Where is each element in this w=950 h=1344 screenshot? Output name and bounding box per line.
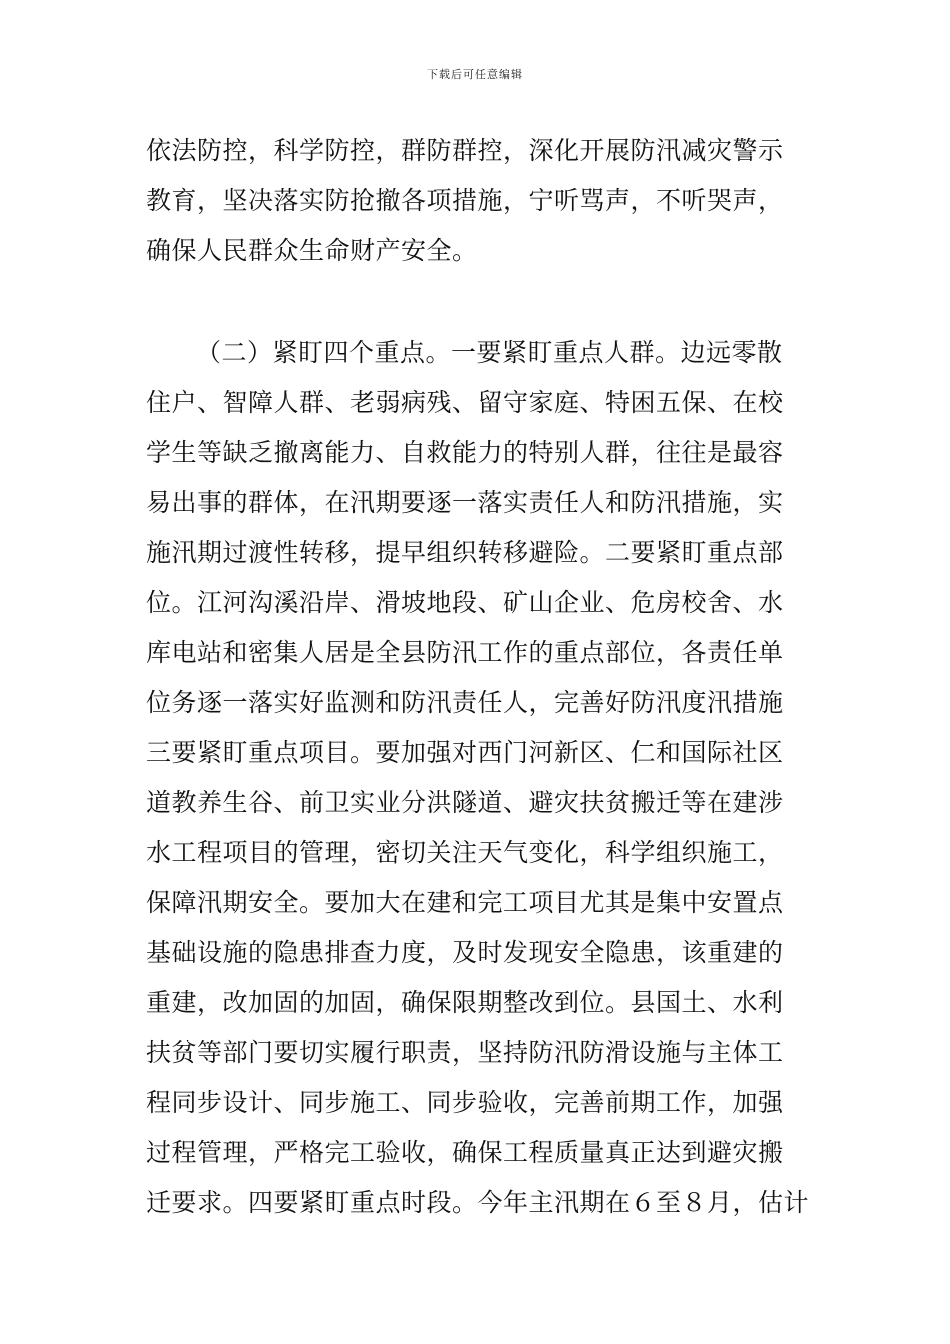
page-header-note: 下载后可任意编辑 (427, 68, 523, 81)
paragraph-four-priorities (146, 328, 809, 1228)
text-line: 重建，改加固的加固，确保限期整改到位。县国土、水利 (146, 988, 784, 1017)
text-line-first: （二）紧盯四个重点。一要紧盯重点人群。边远零散 (196, 338, 783, 367)
text-line: 扶贫等部门要切实履行职责，坚持防汛防滑设施与主体工 (146, 1038, 784, 1067)
text-line: 位。江河沟溪沿岸、滑坡地段、矿山企业、危房校舍、水 (146, 588, 784, 617)
text-line: 道教养生谷、前卫实业分洪隧道、避灾扶贫搬迁等在建涉 (146, 788, 784, 817)
text-line: 学生等缺乏撤离能力、自救能力的特别人群，往往是最容 (146, 438, 784, 467)
text-line: 程同步设计、同步施工、同步验收，完善前期工作，加强 (146, 1088, 784, 1117)
text-line: 保障汛期安全。要加大在建和完工项目尤其是集中安置点 (146, 888, 784, 917)
text-line: 位务逐一落实好监测和防汛责任人，完善好防汛度汛措施 (146, 688, 784, 717)
text-line: 三要紧盯重点项目。要加强对西门河新区、仁和国际社区 (146, 738, 784, 767)
text-line: 教育，坚决落实防抢撤各项措施，宁听骂声，不听哭声， (146, 186, 784, 215)
text-line: 施汛期过渡性转移，提早组织转移避险。二要紧盯重点部 (146, 538, 784, 567)
text-line: 易出事的群体，在汛期要逐一落实责任人和防汛措施，实 (146, 488, 784, 517)
text-line: 迁要求。四要紧盯重点时段。今年主汛期在６至８月，估计 (146, 1188, 810, 1217)
text-line: 确保人民群众生命财产安全。 (146, 236, 478, 265)
text-line: 住户、智障人群、老弱病残、留守家庭、特困五保、在校 (146, 388, 784, 417)
paragraph-continuation (146, 126, 784, 276)
text-line: 依法防控，科学防控，群防群控，深化开展防汛减灾警示 (146, 136, 784, 165)
text-line: 过程管理，严格完工验收，确保工程质量真正达到避灾搬 (146, 1138, 784, 1167)
text-line: 库电站和密集人居是全县防汛工作的重点部位，各责任单 (146, 638, 784, 667)
text-line: 水工程项目的管理，密切关注天气变化，科学组织施工， (146, 838, 784, 867)
text-line: 基础设施的隐患排查力度，及时发现安全隐患，该重建的 (146, 938, 784, 967)
